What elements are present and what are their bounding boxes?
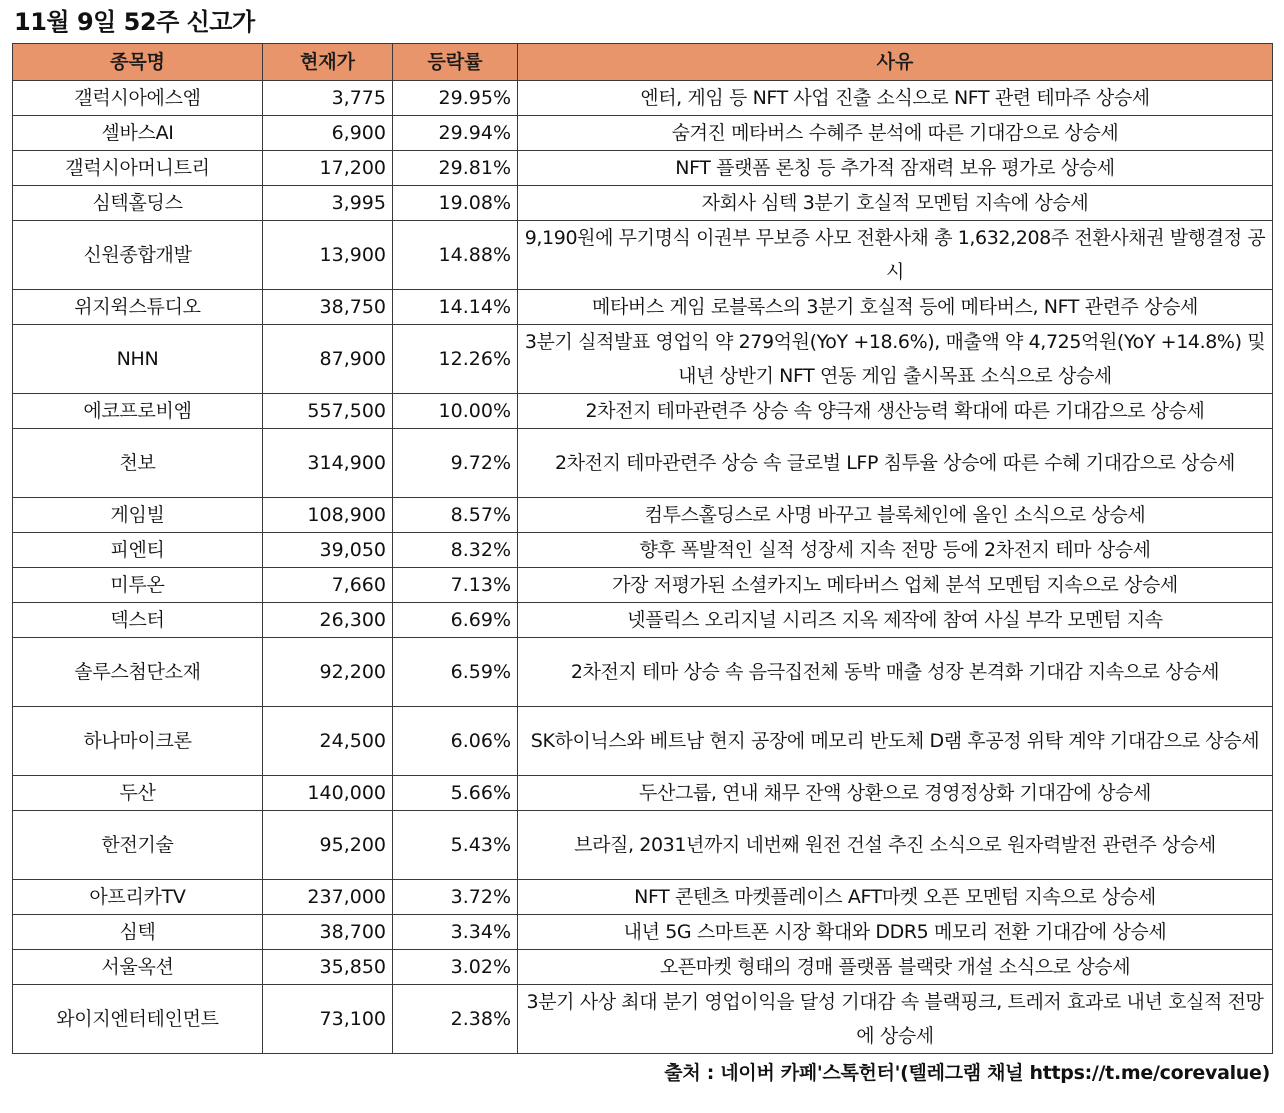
- change-rate-cell: 8.57%: [393, 498, 518, 533]
- table-header-row: [13, 44, 1273, 81]
- price-cell: 26,300: [263, 603, 393, 638]
- table-row: [13, 81, 1273, 116]
- source-note: 출처 : 네이버 카페'스톡헌터'(텔레그램 채널 https://t.me/corevalue): [664, 1062, 1270, 1084]
- reason-cell: 컴투스홀딩스로 사명 바꾸고 블록체인에 올인 소식으로 상승세: [518, 498, 1273, 533]
- stock-name-cell: 심텍홀딩스: [13, 186, 263, 221]
- reason-cell: 내년 5G 스마트폰 시장 확대와 DDR5 메모리 전환 기대감에 상승세: [518, 915, 1273, 950]
- stock-name-cell: 에코프로비엠: [13, 394, 263, 429]
- price-cell: 13,900: [263, 221, 393, 290]
- header-current-price: 현재가: [263, 44, 393, 81]
- reason-cell: 3분기 실적발표 영업익 약 279억원(YoY +18.6%), 매출액 약 4,725억원(YoY +14.8%) 및 내년 상반기 NFT 연동 게임 출시목표 소식으로 상승세: [518, 325, 1273, 394]
- stock-name-cell: 하나마이크론: [13, 707, 263, 776]
- price-cell: 140,000: [263, 776, 393, 811]
- table-row: [13, 116, 1273, 151]
- price-cell: 108,900: [263, 498, 393, 533]
- change-rate-cell: 12.26%: [393, 325, 518, 394]
- reason-cell: 넷플릭스 오리지널 시리즈 지옥 제작에 참여 사실 부각 모멘텀 지속: [518, 603, 1273, 638]
- change-rate-cell: 6.59%: [393, 638, 518, 707]
- price-cell: 39,050: [263, 533, 393, 568]
- stock-name-cell: 한전기술: [13, 811, 263, 880]
- price-cell: 314,900: [263, 429, 393, 498]
- price-cell: 17,200: [263, 151, 393, 186]
- stock-name-cell: 위지윅스튜디오: [13, 290, 263, 325]
- change-rate-cell: 7.13%: [393, 568, 518, 603]
- change-rate-cell: 29.94%: [393, 116, 518, 151]
- change-rate-cell: 8.32%: [393, 533, 518, 568]
- stock-name-cell: 덱스터: [13, 603, 263, 638]
- price-cell: 92,200: [263, 638, 393, 707]
- change-rate-cell: 14.14%: [393, 290, 518, 325]
- reason-cell: 엔터, 게임 등 NFT 사업 진출 소식으로 NFT 관련 테마주 상승세: [518, 81, 1273, 116]
- change-rate-cell: 6.69%: [393, 603, 518, 638]
- price-cell: 95,200: [263, 811, 393, 880]
- stock-name-cell: 와이지엔터테인먼트: [13, 985, 263, 1054]
- table-row: [13, 915, 1273, 950]
- table-row: [13, 776, 1273, 811]
- stock-name-cell: 서울옥션: [13, 950, 263, 985]
- reason-cell: 2차전지 테마 상승 속 음극집전체 동박 매출 성장 본격화 기대감 지속으로 상승세: [518, 638, 1273, 707]
- table-row: [13, 950, 1273, 985]
- stock-name-cell: NHN: [13, 325, 263, 394]
- table-row: [13, 325, 1273, 394]
- table-row: [13, 638, 1273, 707]
- table-row: [13, 498, 1273, 533]
- stock-name-cell: 셀바스AI: [13, 116, 263, 151]
- reason-cell: 9,190원에 무기명식 이권부 무보증 사모 전환사채 총 1,632,208주 전환사채권 발행결정 공시: [518, 221, 1273, 290]
- change-rate-cell: 14.88%: [393, 221, 518, 290]
- price-cell: 7,660: [263, 568, 393, 603]
- header-reason: 사유: [518, 44, 1273, 81]
- reason-cell: NFT 콘텐츠 마켓플레이스 AFT마켓 오픈 모멘텀 지속으로 상승세: [518, 880, 1273, 915]
- table-row: [13, 394, 1273, 429]
- price-cell: 3,995: [263, 186, 393, 221]
- stock-name-cell: 신원종합개발: [13, 221, 263, 290]
- table-row: [13, 221, 1273, 290]
- stock-name-cell: 피엔티: [13, 533, 263, 568]
- reason-cell: NFT 플랫폼 론칭 등 추가적 잠재력 보유 평가로 상승세: [518, 151, 1273, 186]
- stock-name-cell: 천보: [13, 429, 263, 498]
- reason-cell: 오픈마켓 형태의 경매 플랫폼 블랙랏 개설 소식으로 상승세: [518, 950, 1273, 985]
- price-cell: 557,500: [263, 394, 393, 429]
- price-cell: 6,900: [263, 116, 393, 151]
- table-row: [13, 603, 1273, 638]
- change-rate-cell: 3.72%: [393, 880, 518, 915]
- price-cell: 38,750: [263, 290, 393, 325]
- table-row: [13, 811, 1273, 880]
- header-stock-name: 종목명: [13, 44, 263, 81]
- table-row: [13, 985, 1273, 1054]
- stock-name-cell: 두산: [13, 776, 263, 811]
- table-row: [13, 533, 1273, 568]
- table-row: [13, 186, 1273, 221]
- reason-cell: 숨겨진 메타버스 수혜주 분석에 따른 기대감으로 상승세: [518, 116, 1273, 151]
- page-title: 11월 9일 52주 신고가: [14, 8, 255, 36]
- price-cell: 237,000: [263, 880, 393, 915]
- change-rate-cell: 5.66%: [393, 776, 518, 811]
- change-rate-cell: 3.02%: [393, 950, 518, 985]
- price-cell: 35,850: [263, 950, 393, 985]
- change-rate-cell: 2.38%: [393, 985, 518, 1054]
- stock-name-cell: 아프리카TV: [13, 880, 263, 915]
- reason-cell: 3분기 사상 최대 분기 영업이익을 달성 기대감 속 블랙핑크, 트레저 효과로 내년 호실적 전망에 상승세: [518, 985, 1273, 1054]
- reason-cell: 자회사 심텍 3분기 호실적 모멘텀 지속에 상승세: [518, 186, 1273, 221]
- table-row: [13, 880, 1273, 915]
- stock-name-cell: 솔루스첨단소재: [13, 638, 263, 707]
- change-rate-cell: 29.95%: [393, 81, 518, 116]
- table-row: [13, 151, 1273, 186]
- reason-cell: 두산그룹, 연내 채무 잔액 상환으로 경영정상화 기대감에 상승세: [518, 776, 1273, 811]
- price-cell: 87,900: [263, 325, 393, 394]
- reason-cell: 브라질, 2031년까지 네번째 원전 건설 추진 소식으로 원자력발전 관련주 상승세: [518, 811, 1273, 880]
- change-rate-cell: 19.08%: [393, 186, 518, 221]
- reason-cell: 2차전지 테마관련주 상승 속 양극재 생산능력 확대에 따른 기대감으로 상승세: [518, 394, 1273, 429]
- change-rate-cell: 5.43%: [393, 811, 518, 880]
- table-row: [13, 707, 1273, 776]
- reason-cell: 향후 폭발적인 실적 성장세 지속 전망 등에 2차전지 테마 상승세: [518, 533, 1273, 568]
- stock-name-cell: 게임빌: [13, 498, 263, 533]
- stock-name-cell: 심텍: [13, 915, 263, 950]
- header-change-rate: 등락률: [393, 44, 518, 81]
- stock-name-cell: 갤럭시아머니트리: [13, 151, 263, 186]
- table-row: [13, 568, 1273, 603]
- change-rate-cell: 3.34%: [393, 915, 518, 950]
- price-cell: 38,700: [263, 915, 393, 950]
- reason-cell: 가장 저평가된 소셜카지노 메타버스 업체 분석 모멘텀 지속으로 상승세: [518, 568, 1273, 603]
- change-rate-cell: 6.06%: [393, 707, 518, 776]
- table-body: [13, 81, 1273, 1054]
- table-row: [13, 429, 1273, 498]
- reason-cell: SK하이닉스와 베트남 현지 공장에 메모리 반도체 D램 후공정 위탁 계약 기대감으로 상승세: [518, 707, 1273, 776]
- change-rate-cell: 29.81%: [393, 151, 518, 186]
- stock-name-cell: 미투온: [13, 568, 263, 603]
- price-cell: 73,100: [263, 985, 393, 1054]
- reason-cell: 메타버스 게임 로블록스의 3분기 호실적 등에 메타버스, NFT 관련주 상승세: [518, 290, 1273, 325]
- price-cell: 24,500: [263, 707, 393, 776]
- table-row: [13, 290, 1273, 325]
- stock-name-cell: 갤럭시아에스엠: [13, 81, 263, 116]
- stock-table: [12, 43, 1273, 1054]
- change-rate-cell: 10.00%: [393, 394, 518, 429]
- reason-cell: 2차전지 테마관련주 상승 속 글로벌 LFP 침투율 상승에 따른 수혜 기대감으로 상승세: [518, 429, 1273, 498]
- change-rate-cell: 9.72%: [393, 429, 518, 498]
- price-cell: 3,775: [263, 81, 393, 116]
